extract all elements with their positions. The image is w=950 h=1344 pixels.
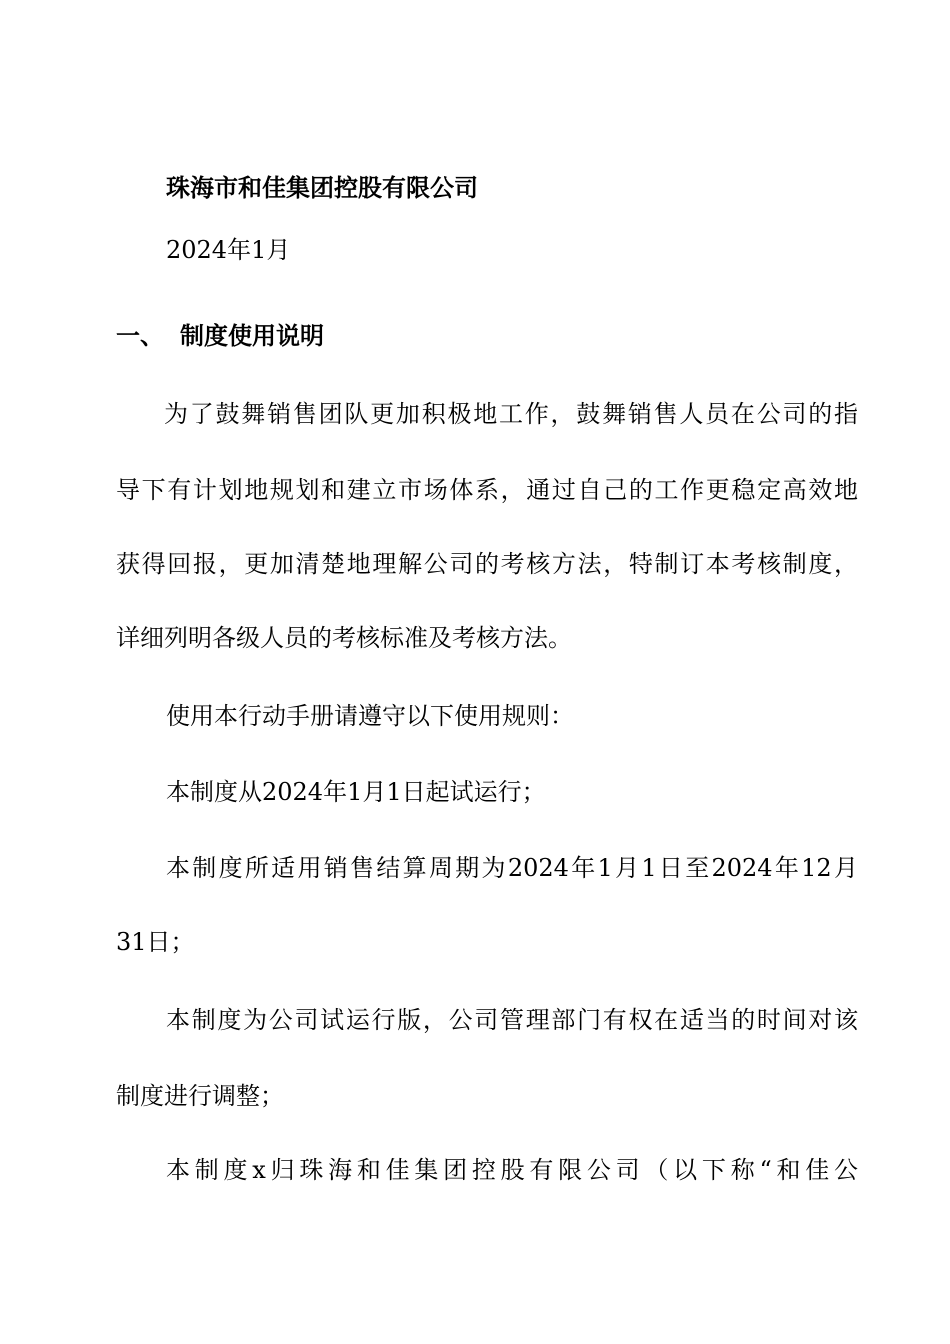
section-number: 一、: [116, 322, 164, 350]
paragraph-3: 本制度从2024年1月1日起试运行；: [166, 778, 546, 806]
document-date: 2024年1月: [166, 236, 291, 264]
company-name: 珠海市和佳集团控股有限公司: [166, 174, 478, 202]
paragraph-1-line-2: 导下有计划地规划和建立市场体系，通过自己的工作更稳定高效地: [116, 476, 858, 504]
paragraph-1-line-4: 详细列明各级人员的考核标准及考核方法。: [116, 624, 572, 652]
paragraph-1-line-1: 为了鼓舞销售团队更加积极地工作，鼓舞销售人员在公司的指: [164, 400, 858, 428]
paragraph-5-line-2: 制度进行调整；: [116, 1082, 284, 1110]
paragraph-1-line-3: 获得回报，更加清楚地理解公司的考核方法，特制订本考核制度，: [116, 550, 858, 578]
paragraph-2: 使用本行动手册请遵守以下使用规则：: [166, 702, 574, 730]
paragraph-4-line-1: 本制度所适用销售结算周期为2024年1月1日至2024年12月: [166, 854, 858, 882]
paragraph-6-line-1: 本制度x归珠海和佳集团控股有限公司（以下称“和佳公: [166, 1156, 858, 1184]
paragraph-4-line-2: 31日；: [116, 928, 195, 956]
paragraph-5-line-1: 本制度为公司试运行版，公司管理部门有权在适当的时间对该: [166, 1006, 858, 1034]
section-title: 制度使用说明: [180, 322, 324, 350]
